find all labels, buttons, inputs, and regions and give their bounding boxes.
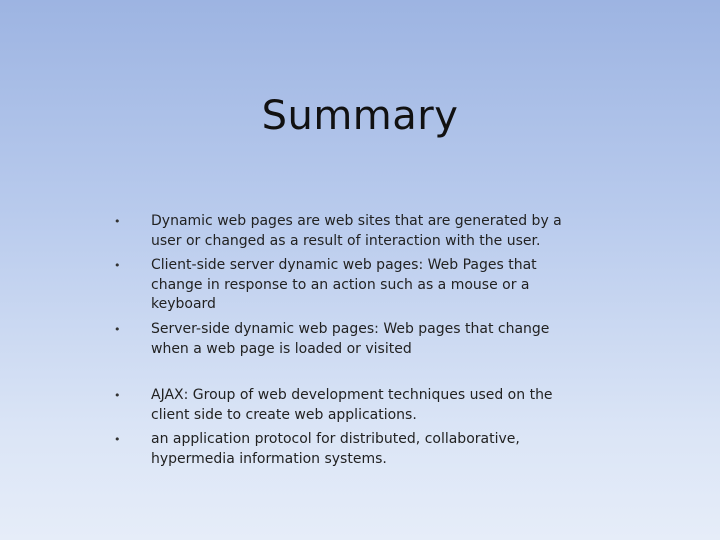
bullet-text: Server-side dynamic web pages: Web pages that change when a web page is loaded or visited — [151, 321, 550, 357]
bullet-marker: • — [114, 259, 121, 272]
bullet-text: AJAX: Group of web development techniques used on the client side to create web applications. — [151, 387, 553, 423]
slide-title: Summary — [261, 93, 459, 139]
bullet-text: Client-side server dynamic web pages: Web Pages that change in response to an action such as a mouse or a keyboard — [151, 257, 537, 312]
bullet-marker: • — [114, 323, 121, 336]
bullet-text: Dynamic web pages are web sites that are generated by a user or changed as a result of interaction with the user. — [151, 213, 562, 249]
bullet-text: an application protocol for distributed, collaborative, hypermedia information systems. — [151, 431, 520, 467]
bullet-marker: • — [114, 433, 121, 446]
bullet-marker: • — [114, 215, 121, 228]
bullet-marker: • — [114, 389, 121, 402]
